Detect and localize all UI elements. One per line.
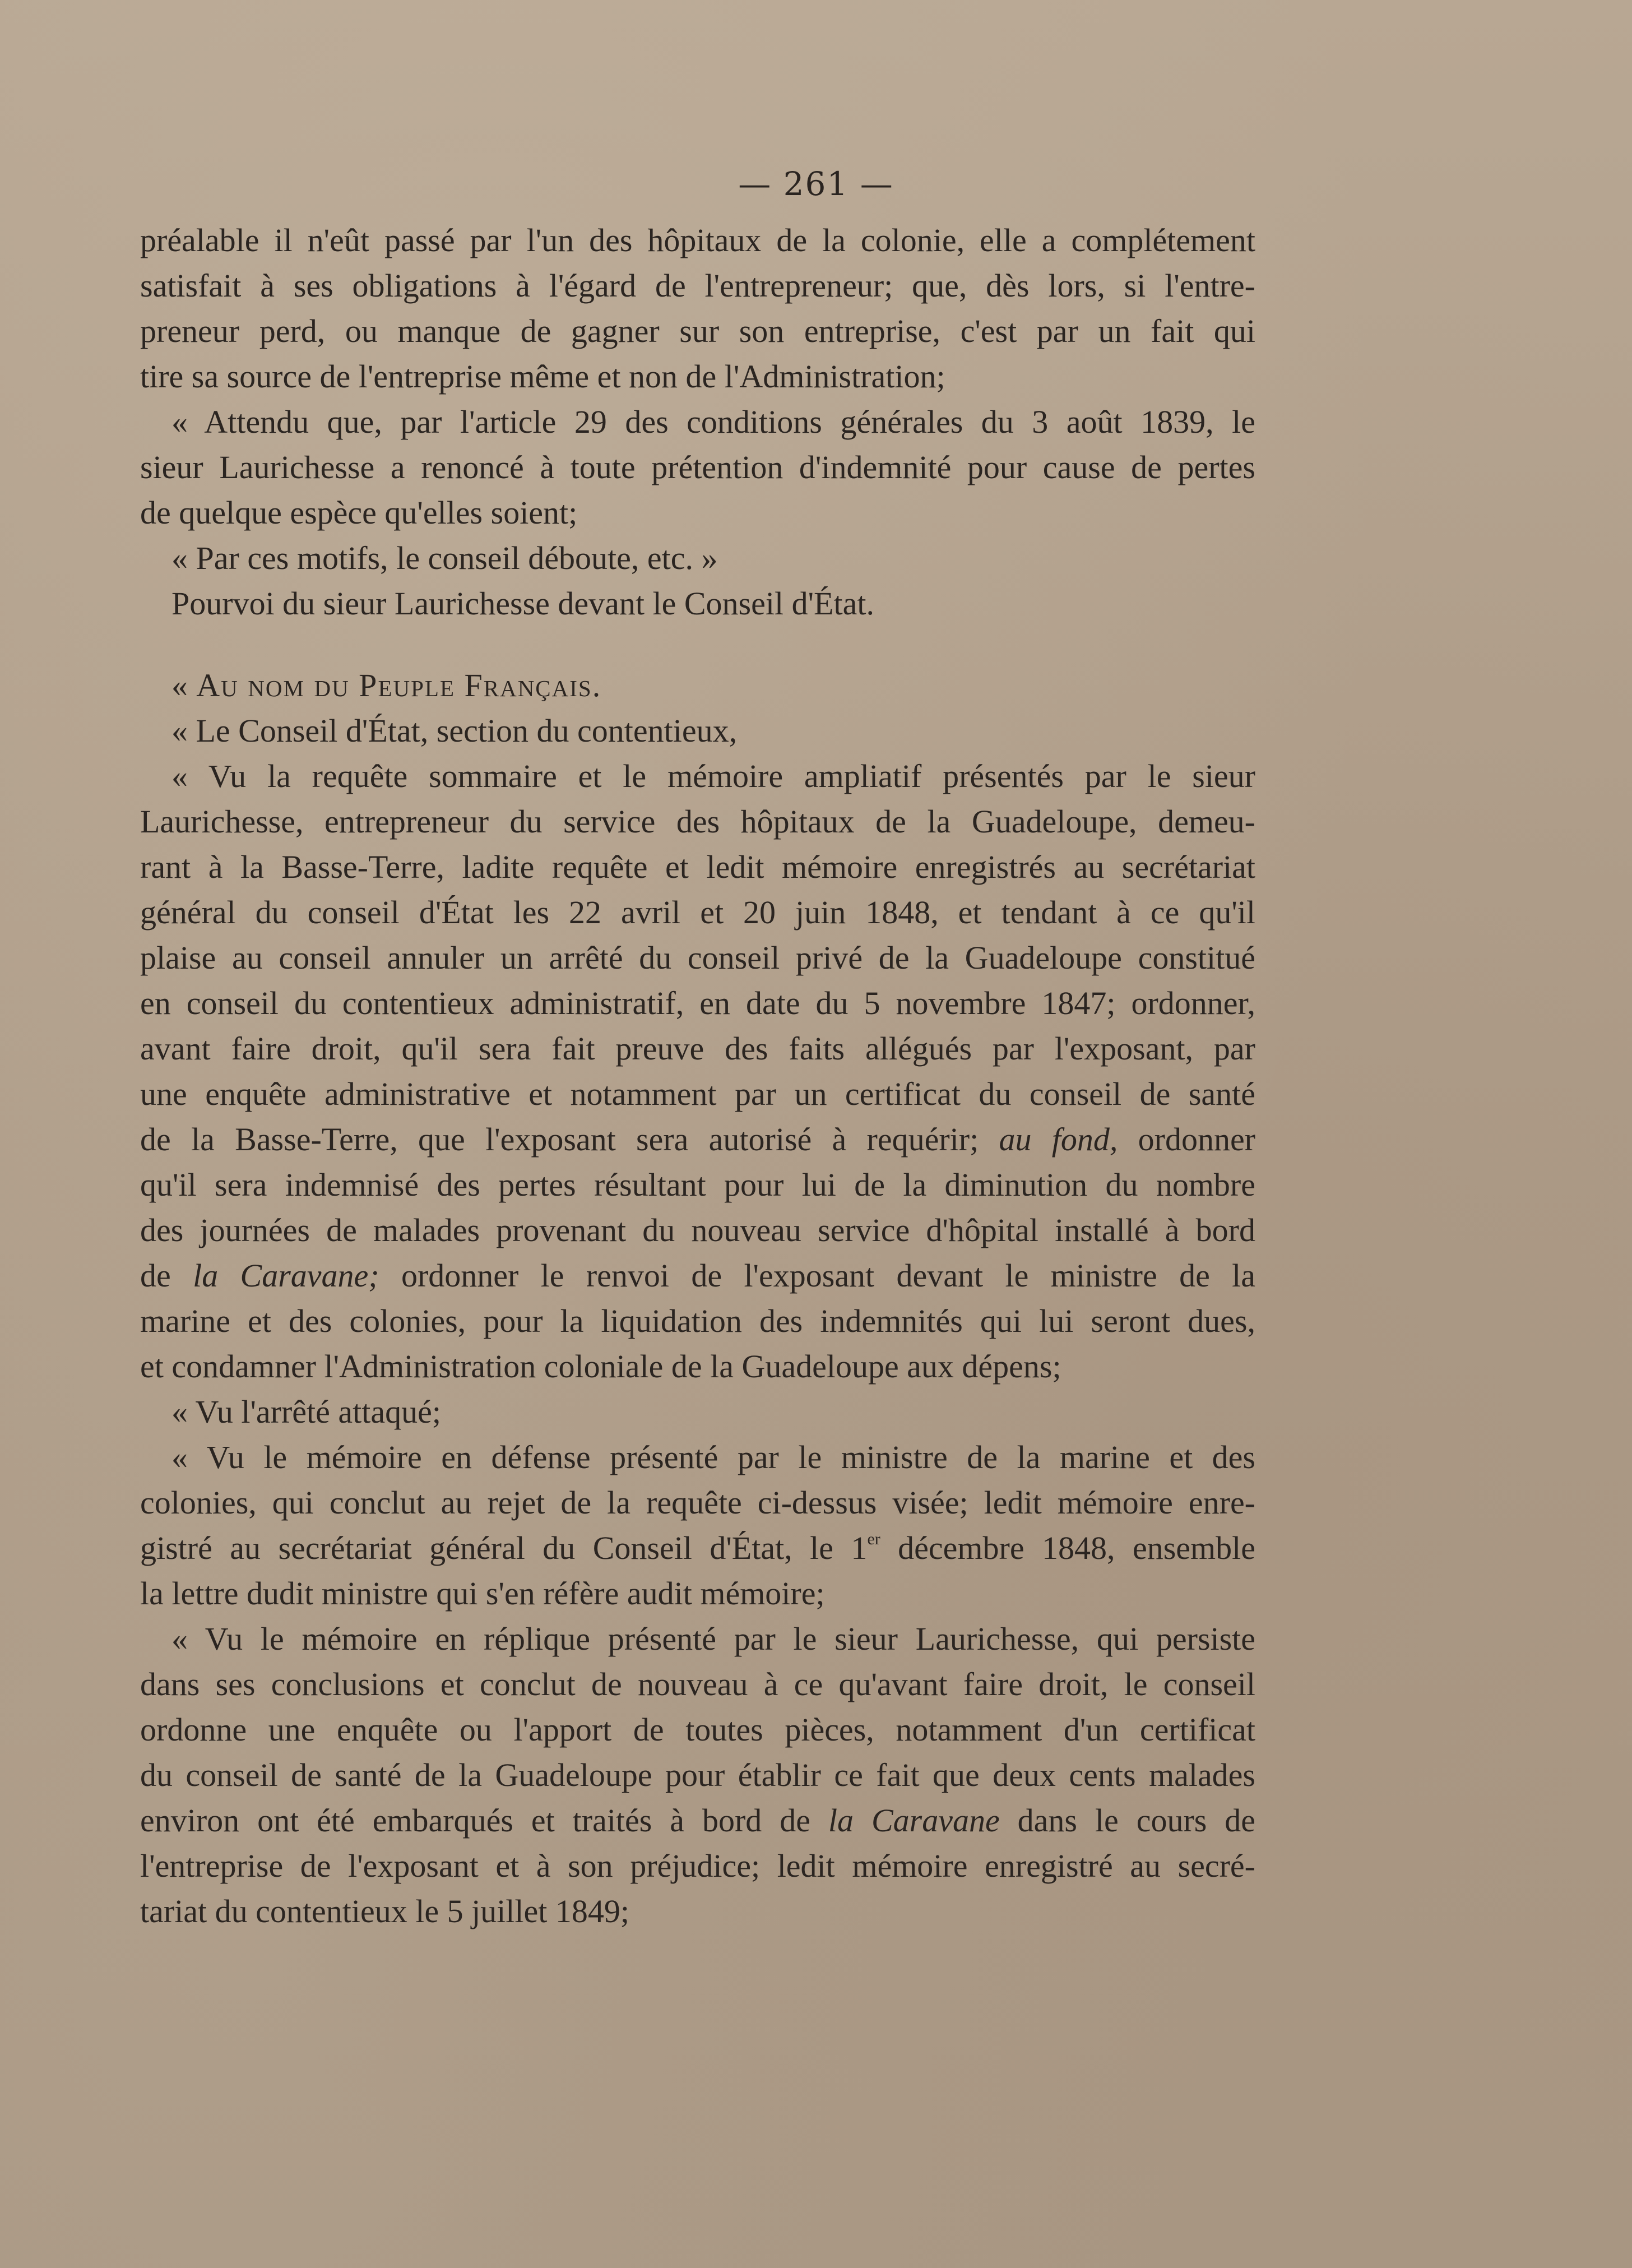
superscript: er [867,1530,880,1548]
text-line: la lettre dudit ministre qui s'en réfère audit mémoire; [140,1575,825,1612]
italic-segment: au fond, [999,1121,1118,1158]
paragraph-gap [140,626,1255,663]
text-line: des journées de malades provenant du nouveau service d'hôpital installé à bord [140,1212,1255,1248]
text-line: preneur perd, ou manque de gagner sur son entreprise, c'est par un fait qui [140,313,1255,349]
text-segment: de la Basse-Terre, que l'exposant sera autorisé à requérir; [140,1121,999,1158]
text-segment: dans le cours de [999,1802,1256,1839]
text-line: et condamner l'Administration coloniale de la Guadeloupe aux dépens; [140,1348,1061,1385]
text-line: rant à la Basse-Terre, ladite requête et ledit mémoire enregistrés au secrétariat [140,849,1255,885]
text-line: l'entreprise de l'exposant et à son préjudice; ledit mémoire enregistré au secré- [140,1848,1255,1884]
text-line: « Vu l'arrêté attaqué; [171,1394,441,1430]
text-segment: ordonner le renvoi de l'exposant devant le ministre de la [379,1257,1256,1294]
text-line: sieur Laurichesse a renoncé à toute prétention d'indemnité pour cause de pertes [140,449,1255,485]
text-segment: ordonner [1118,1121,1255,1158]
text-segment: décembre 1848, ensemble [880,1530,1255,1566]
text-line: Pourvoi du sieur Laurichesse devant le Conseil d'État. [171,585,874,622]
body-text [140,217,1255,1934]
text-line: avant faire droit, qu'il sera fait preuve des faits allégués par l'exposant, par [140,1030,1255,1067]
text-segment: de [140,1257,193,1294]
text-line: « Vu la requête sommaire et le mémoire ampliatif présentés par le sieur [171,758,1255,794]
text-line: général du conseil d'État les 22 avril et 20 juin 1848, et tendant à ce qu'il [140,894,1255,931]
text-line: « Attendu que, par l'article 29 des conditions générales du 3 août 1839, le [171,404,1255,440]
text-line [140,1798,1255,1843]
text-line: « Vu le mémoire en réplique présenté par le sieur Laurichesse, qui persiste [171,1621,1255,1657]
text-line: une enquête administrative et notamment par un certificat du conseil de santé [140,1076,1255,1112]
text-line [140,1117,1255,1162]
text-segment: environ ont été embarqués et traités à bord de [140,1802,828,1839]
text-line: qu'il sera indemnisé des pertes résultant pour lui de la diminution du nombre [140,1167,1255,1203]
text-line: ordonne une enquête ou l'apport de toutes pièces, notamment d'un certificat [140,1711,1255,1748]
text-line: Laurichesse, entrepreneur du service des hôpitaux de la Guadeloupe, demeu- [140,803,1255,840]
text-segment: gistré au secrétariat général du Conseil d'État, le 1 [140,1530,868,1566]
text-line: dans ses conclusions et conclut de nouveau à ce qu'avant faire droit, le conseil [140,1666,1255,1702]
text-line: marine et des colonies, pour la liquidation des indemnités qui lui seront dues, [140,1303,1255,1339]
text-line: tire sa source de l'entreprise même et non de l'Administration; [140,358,945,395]
text-line: tariat du contentieux le 5 juillet 1849; [140,1893,630,1929]
text-line: « Vu le mémoire en défense présenté par le ministre de la marine et des [171,1439,1255,1475]
text-line: colonies, qui conclut au rejet de la requête ci-dessus visée; ledit mémoire enre- [140,1484,1255,1521]
text-line: « Par ces motifs, le conseil déboute, etc. » [171,540,718,576]
text-line: préalable il n'eût passé par l'un des hôpitaux de la colonie, elle a complétement [140,222,1255,258]
text-line: du conseil de santé de la Guadeloupe pour établir ce fait que deux cents malades [140,1757,1255,1793]
page-number: — 261 — [738,165,894,203]
text-line [140,1253,1255,1298]
text-line: en conseil du contentieux administratif, en date du 5 novembre 1847; ordonner, [140,985,1255,1021]
text-line: de quelque espèce qu'elles soient; [140,494,578,531]
text-line: « Le Conseil d'État, section du contentieux, [171,712,738,749]
italic-segment: la Caravane [828,1802,1000,1839]
text-line [140,1525,1255,1571]
italic-segment: la Caravane; [193,1257,379,1294]
heading-line: « Au nom du Peuple Français. [171,667,602,703]
text-line: plaise au conseil annuler un arrêté du conseil privé de la Guadeloupe constitué [140,939,1255,976]
text-line: satisfait à ses obligations à l'égard de l'entrepreneur; que, dès lors, si l'entre- [140,267,1255,304]
